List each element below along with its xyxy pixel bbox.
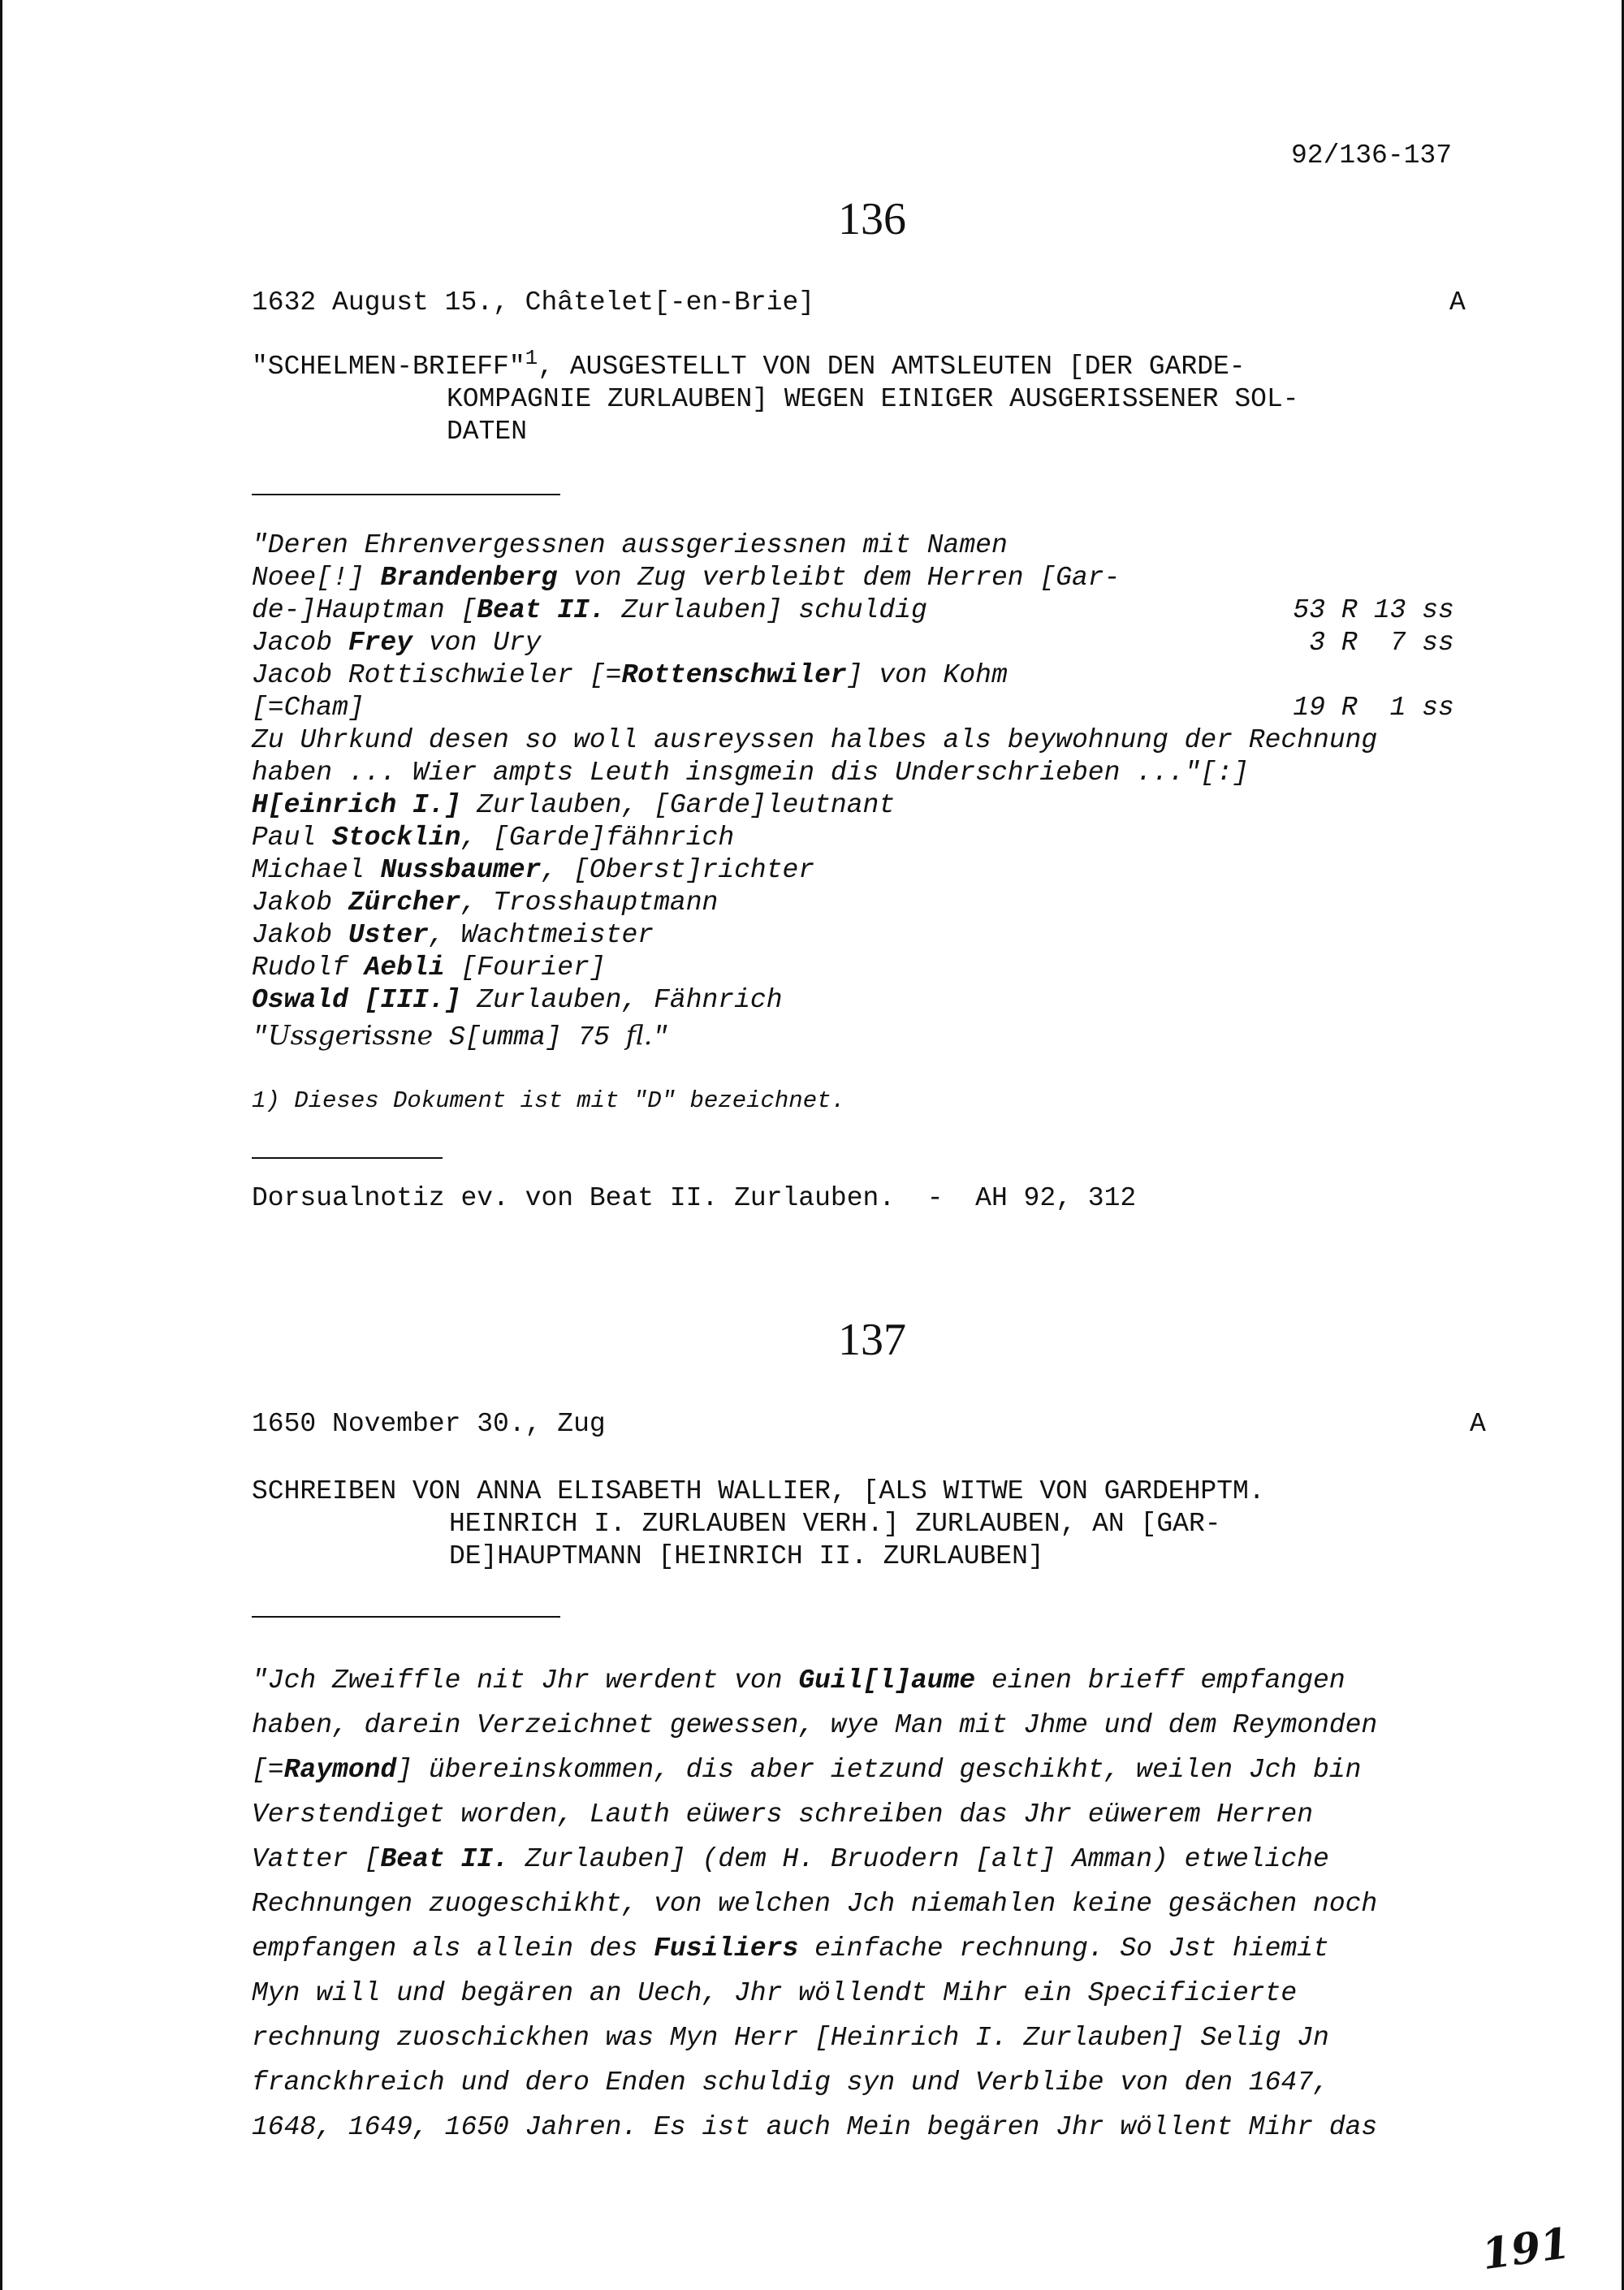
text-segment: rechnung zuoschickhen was Myn Herr [Heinrich I. Zurlauben] Selig Jn (252, 2023, 1329, 2053)
bold-name: Fusiliers (654, 1934, 799, 1964)
date-place-136: 1632 August 15., Châtelet[-en-Brie] (252, 287, 815, 318)
text-segment: [=Cham] (252, 693, 365, 723)
text-segment: de-]Hauptman [ (252, 595, 477, 625)
footnote: 1) Dieses Dokument ist mit "D" bezeichnet. (252, 1087, 845, 1114)
text-segment: Michael (252, 855, 381, 885)
text-line (252, 659, 1008, 692)
bold-name: Uster (348, 920, 429, 950)
text-segment: empfangen als allein des (252, 1934, 654, 1964)
text-line (252, 2105, 1377, 2150)
bold-name: Aebli (364, 953, 445, 983)
bold-name: Brandenberg (380, 563, 558, 593)
text-segment: "Jch Zweiffle nit Jhr werdent von (252, 1666, 799, 1696)
text-segment: franckhreich und dero Enden schuldig syn und Verblibe von den 1647, (252, 2067, 1329, 2098)
summa-line: "Ussgerissne S[umma] 75 fl." (252, 1019, 669, 1052)
text-segment: "Deren Ehrenvergessnen aussgeriessnen mit Namen (252, 530, 1008, 560)
text-segment: , [Oberst]richter (541, 855, 815, 885)
text-segment: von Ury (412, 628, 542, 658)
text-segment: Zurlauben, [Garde]leutnant (460, 790, 896, 820)
text-segment: Jacob Rottischwieler [= (252, 660, 622, 690)
amount-row: 3 R 7 ss (1309, 628, 1454, 658)
text-segment: , Wachtmeister (428, 920, 654, 950)
text-segment: Jacob (252, 628, 348, 658)
text-segment: Zurlauben, Fähnrich (460, 985, 783, 1015)
separator-rule (252, 494, 560, 495)
text-line (252, 757, 1249, 789)
text-line (252, 789, 895, 822)
bold-name: H[einrich I.] (252, 790, 461, 820)
text-segment: , [Garde]fähnrich (460, 823, 735, 853)
text-segment: einfache rechnung. So Jst hiemit (798, 1934, 1329, 1964)
text-line (252, 627, 541, 659)
bold-name: Beat II. (477, 595, 606, 625)
title-136-line3: DATEN (447, 417, 528, 447)
bold-name: Guil[l]aume (798, 1666, 976, 1696)
separator-rule (252, 1157, 443, 1159)
text-line (252, 1971, 1297, 2016)
text-line (252, 822, 734, 854)
bold-name: Rottenschwiler (621, 660, 847, 690)
text-segment: von Zug verbleibt dem Herren [Gar- (557, 563, 1121, 593)
text-line (252, 952, 606, 984)
text-line (252, 562, 1120, 594)
text-segment: Rudolf (252, 953, 365, 983)
bold-name: Frey (348, 628, 413, 658)
document-number-137: 137 (838, 1315, 906, 1365)
amount-row: 53 R 13 ss (1293, 595, 1454, 625)
text-segment: , Trosshauptmann (460, 888, 719, 918)
text-segment: [Fourier] (444, 953, 606, 983)
text-line (252, 1748, 1361, 1792)
classification-136: A (1449, 287, 1466, 318)
text-line (252, 2016, 1329, 2060)
text-segment: haben ... Wier ampts Leuth insgmein dis Underschrieben ..."[:] (252, 758, 1249, 788)
text-segment: Vatter [ (252, 1844, 381, 1874)
title-137-line1: SCHREIBEN VON ANNA ELISABETH WALLIER, [ALS WITWE VON GARDEHPTM. (252, 1476, 1265, 1506)
date-place-137: 1650 November 30., Zug (252, 1409, 606, 1439)
bold-name: Raymond (283, 1755, 397, 1785)
handwritten-word: Ussgerissne (267, 1019, 434, 1051)
bold-name: Nussbaumer (380, 855, 542, 885)
title-136-rest: , AUSGESTELLT VON DEN AMTSLEUTEN [DER GARDE- (538, 352, 1246, 382)
text-line (252, 984, 783, 1017)
text-segment: [= (252, 1755, 284, 1785)
text-line (252, 724, 1377, 757)
amount-row: 19 R 1 ss (1293, 693, 1454, 723)
text-segment: Jakob (252, 920, 348, 950)
separator-rule (252, 1616, 560, 1618)
bold-name: Oswald [III.] (252, 985, 461, 1015)
text-line (252, 919, 654, 952)
text-line (252, 1703, 1377, 1748)
text-segment: ] übereinskommen, dis aber ietzund geschikht, weilen Jch bin (396, 1755, 1362, 1785)
handwritten-currency: fl. (625, 1019, 653, 1051)
bold-name: Beat II. (380, 1844, 509, 1874)
text-line (252, 887, 718, 919)
title-136-line1 (252, 346, 1246, 383)
text-segment: Noee[!] (252, 563, 381, 593)
title-137-line2: HEINRICH I. ZURLAUBEN VERH.] ZURLAUBEN, AN [GAR- (449, 1509, 1221, 1539)
text-segment: Paul (252, 823, 333, 853)
handwritten-page-stamp: 191 (1479, 2218, 1574, 2280)
text-segment: Zu Uhrkund desen so woll ausreyssen halbes als beywohnung der Rechnung (252, 725, 1378, 755)
text-segment: Zurlauben] (dem H. Bruodern [alt] Amman) etweliche (508, 1844, 1329, 1874)
text-segment: Jakob (252, 888, 348, 918)
text-line (252, 854, 814, 887)
text-segment: Myn will und begären an Uech, Jhr wöllendt Mihr ein Specificierte (252, 1978, 1298, 2008)
text-line (252, 1792, 1313, 1837)
title-136-line2: KOMPAGNIE ZURLAUBEN] WEGEN EINIGER AUSGERISSENER SOL- (447, 384, 1299, 414)
classification-137: A (1470, 1409, 1486, 1439)
text-line (252, 1926, 1329, 1971)
dorsual-note: Dorsualnotiz ev. von Beat II. Zurlauben. - AH 92, 312 (252, 1183, 1137, 1213)
text-segment: Zurlauben] schuldig (605, 595, 927, 625)
title-136-quoted: "SCHELMEN-BRIEFF" (252, 352, 525, 382)
text-segment: 1648, 1649, 1650 Jahren. Es ist auch Mein begären Jhr wöllent Mihr das (252, 2112, 1378, 2142)
bold-name: Zürcher (348, 888, 461, 918)
text-segment: haben, darein Verzeichnet gewessen, wye Man mit Jhme und dem Reymonden (252, 1710, 1378, 1740)
text-segment: ] von Kohm (846, 660, 1008, 690)
text-line (252, 529, 1008, 562)
text-line (252, 1837, 1329, 1882)
text-segment: Verstendiget worden, Lauth eüwers schreiben das Jhr eüwerem Herren (252, 1800, 1314, 1830)
text-line (252, 1882, 1377, 1926)
document-number-136: 136 (838, 194, 906, 244)
text-line (252, 692, 365, 724)
text-segment: Rechnungen zuogeschikht, von welchen Jch niemahlen keine gesächen noch (252, 1889, 1378, 1919)
text-line (252, 2060, 1329, 2105)
archive-reference: 92/136-137 (1291, 140, 1453, 171)
title-137-line3: DE]HAUPTMANN [HEINRICH II. ZURLAUBEN] (449, 1541, 1044, 1571)
footnote-marker: 1 (525, 346, 538, 370)
text-line (252, 594, 927, 627)
bold-name: Stocklin (332, 823, 461, 853)
text-segment: einen brieff empfangen (975, 1666, 1345, 1696)
text-line (252, 1658, 1345, 1703)
